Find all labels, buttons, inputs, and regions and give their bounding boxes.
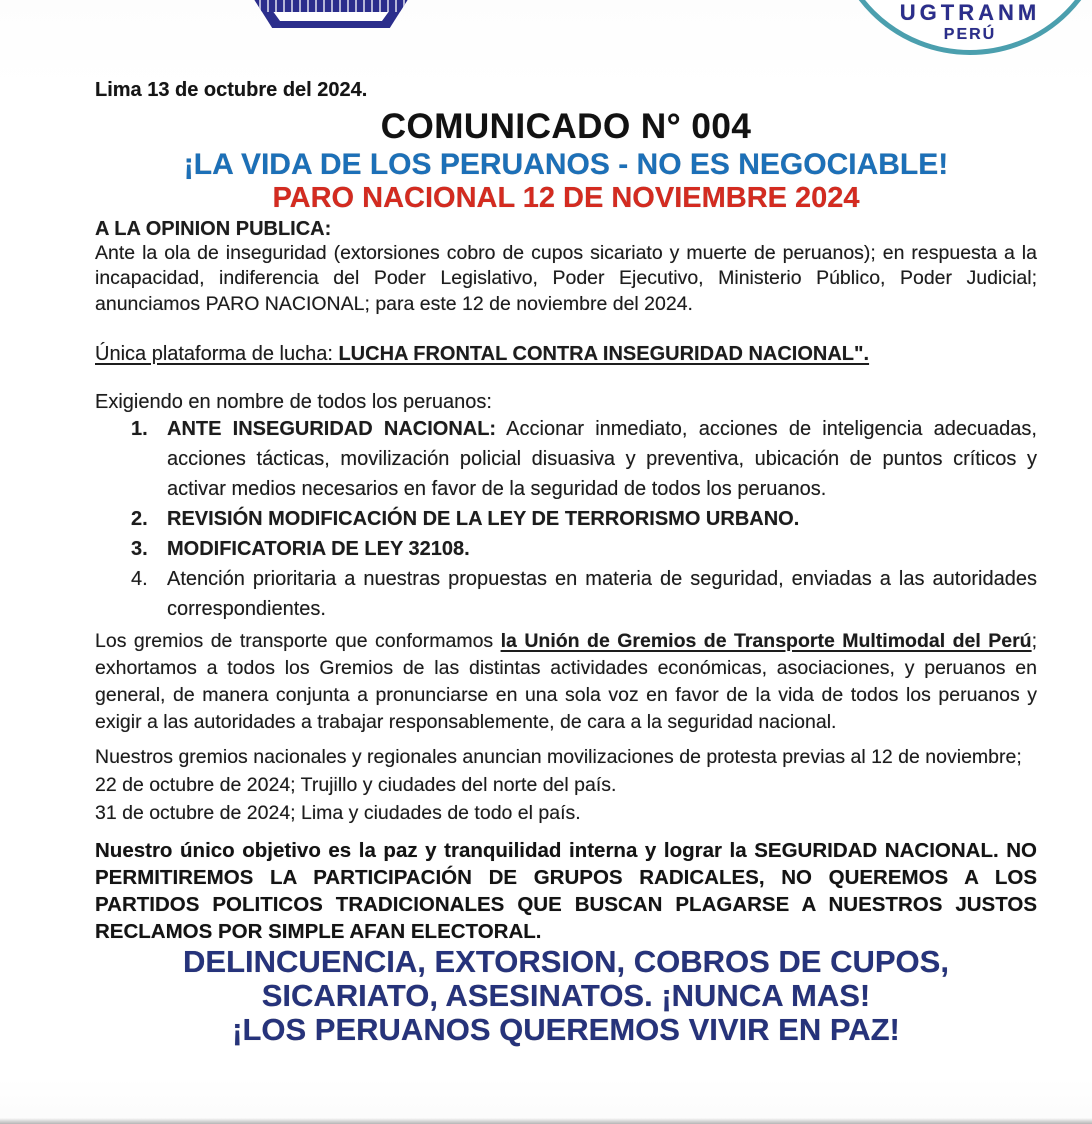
platform-demand: LUCHA FRONTAL CONTRA INSEGURIDAD NACIONAL".: [338, 342, 870, 365]
demand-item-1: [95, 414, 1037, 504]
salutation-public-opinion: A LA OPINION PUBLICA:: [95, 218, 332, 240]
demand-text: [167, 564, 1037, 624]
demand-number: 1.: [131, 417, 148, 440]
demand-number: 2.: [131, 507, 148, 530]
unions-paragraph-pre: Los gremios de transporte que conformamos: [95, 629, 501, 652]
demand-item-2: [95, 504, 1037, 534]
demand-text: [167, 534, 1037, 564]
date-line: Lima 13 de octubre del 2024.: [95, 79, 368, 101]
insecurity-paragraph: Ante la ola de inseguridad (extorsiones cobro de cupos sicariato y muerte de peruanos); en respuesta a la incapacidad, indiferencia del Poder Legislativo, Poder Ejecutivo, Ministerio Público, Poder Judicial; anunciamos PARO NACIONAL; para este 12 de noviembre del 2024.: [95, 242, 1037, 315]
slogan-line-3: ¡LOS PERUANOS QUEREMOS VIVIR EN PAZ!: [232, 1012, 900, 1048]
objective-paragraph: Nuestro único objetivo es la paz y tranquilidad interna y lograr la SEGURIDAD NACIONAL. NO PERMITIREMOS LA PARTICIPACIÓN DE GRUPOS RADICALES, NO QUEREMOS A LOS PARTIDOS POLITICOS TRADICIONALES QUE BUSCAN PLAGARSE A NUESTROS JUSTOS RECLAMOS POR SIMPLE AFAN ELECTORAL.: [95, 839, 1037, 944]
demand-detail: Atención prioritaria a nuestras propuestas en materia de seguridad, enviadas a las autoridades correspondientes.: [167, 567, 1037, 620]
transport-unions-paragraph: [95, 628, 1037, 736]
demand-number: 4.: [131, 567, 148, 590]
communique-title: COMUNICADO N° 004: [380, 107, 752, 146]
demand-list: [95, 414, 1037, 624]
demand-bold-lead: ANTE INSEGURIDAD NACIONAL:: [167, 417, 497, 440]
mobilizations-paragraph: Nuestros gremios nacionales y regionales anuncian movilizaciones de protesta previas al 12 de noviembre;: [95, 745, 1022, 768]
subtitle-national-strike: PARO NACIONAL 12 DE NOVIEMBRE 2024: [272, 182, 860, 214]
closing-slogans: [95, 945, 1037, 1047]
union-name-emphasis: la Unión de Gremios de Transporte Multimodal del Perú: [500, 629, 1032, 652]
demand-text: [167, 504, 1037, 534]
demand-number: 3.: [131, 537, 148, 560]
demand-bold-lead: MODIFICATORIA DE LEY 32108.: [167, 537, 470, 560]
protest-date-2: 31 de octubre de 2024; Lima y ciudades de todo el país.: [95, 802, 581, 825]
slogan-line-2: SICARIATO, ASESINATOS. ¡NUNCA MAS!: [261, 978, 871, 1014]
demand-detail: Accionar inmediato, acciones de inteligencia adecuadas, acciones tácticas, movilización policial disuasiva y preventiva, ubicación de puntos críticos y activar medios necesarios en favor de la seguridad de todos los peruanos.: [167, 417, 1037, 500]
bottom-edge-shadow: [0, 1118, 1092, 1124]
demand-item-3: [95, 534, 1037, 564]
subtitle-life-not-negotiable: ¡LA VIDA DE LOS PERUANOS - NO ES NEGOCIABLE!: [183, 148, 949, 181]
demand-item-4: [95, 564, 1037, 624]
unions-paragraph-post: ; exhortamos a todos los Gremios de las distintas actividades económicas, asociaciones, y peruanos en general, de manera conjunta a pronunciarse en una sola voz en favor de la vida de todos los peruanos y exigir a las autoridades a trabajar responsablemente, de cara a la seguridad nacional.: [95, 629, 1037, 733]
ugtranm-logo-country: PERÚ: [943, 26, 997, 43]
ugtranm-logo-name: UGTRANM: [899, 0, 1041, 25]
platform-line: [95, 341, 1037, 367]
protest-date-1: 22 de octubre de 2024; Trujillo y ciudades del norte del país.: [95, 774, 617, 797]
slogan-line-1: DELINCUENCIA, EXTORSION, COBROS DE CUPOS,: [183, 944, 949, 980]
platform-label: Única plataforma de lucha:: [95, 342, 339, 365]
document-body: [95, 0, 1037, 1047]
demand-text: [167, 414, 1037, 504]
demands-intro: Exigiendo en nombre de todos los peruanos:: [95, 390, 492, 413]
demand-bold-lead: REVISIÓN MODIFICACIÓN DE LA LEY DE TERRORISMO URBANO.: [167, 507, 800, 530]
